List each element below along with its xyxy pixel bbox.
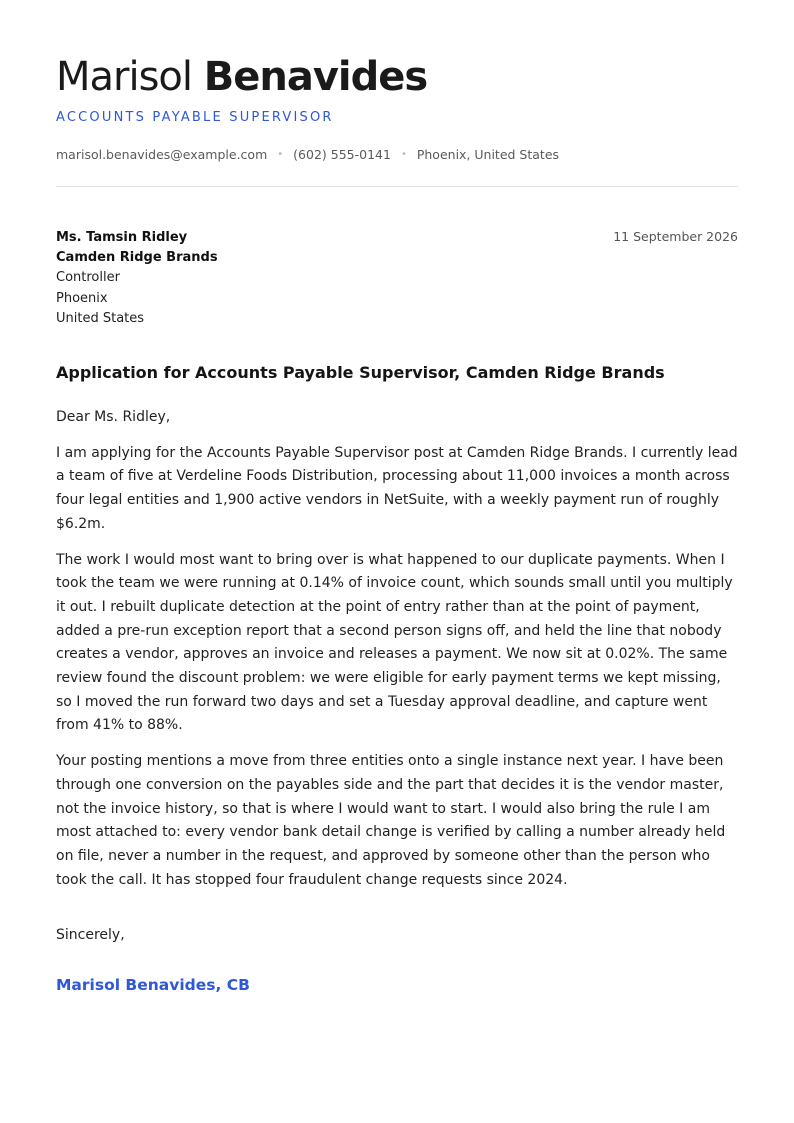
signature: Marisol Benavides, CB (56, 976, 250, 994)
contact-line (56, 146, 559, 164)
letter-body (56, 406, 738, 904)
phone-number: (602) 555-0141 (293, 147, 391, 162)
location: Phoenix, United States (416, 147, 560, 162)
salutation: Dear Ms. Ridley, (56, 409, 171, 425)
closing: Sincerely, (56, 927, 125, 943)
separator-dot: • (400, 149, 407, 160)
recipient-country: United States (56, 310, 145, 326)
letter-date: 11 September 2026 (613, 229, 738, 244)
email-address: marisol.benavides@example.com (56, 147, 268, 162)
header-divider (56, 186, 738, 187)
recipient-company: Camden Ridge Brands (56, 250, 218, 266)
first-name: Marisol (56, 54, 193, 100)
body-paragraph: The work I would most want to bring over is what happened to our duplicate payments. When I took the team we were running at 0.14% of invoice count, which sounds small until you multiply it out. I rebuilt duplicate detection at the point of entry rather than at the point of payment, added a pre-run exception report that a second person signs off, and held the line that nobody creates a vendor, approves an invoice and releases a payment. We now sit at 0.02%. The same review found the discount problem: we were eligible for early payment terms we kept missing, so I moved the run forward two days and set a Tuesday approval deadline, and capture went from 41% to 88%. (56, 551, 733, 734)
recipient-block (56, 228, 218, 329)
body-paragraph: I am applying for the Accounts Payable Supervisor post at Camden Ridge Brands. I currently lead a team of five at Verdeline Foods Distribution, processing about 11,000 invoices a month across four legal entities and 1,900 active vendors in NetSuite, with a weekly payment run of roughly $6.2m. (56, 444, 738, 532)
separator-dot: • (277, 149, 284, 160)
last-name: Benavides (203, 54, 428, 100)
body-paragraph: Your posting mentions a move from three entities onto a single instance next year. I have been through one conversion on the payables side and the part that decides it is the vendor master, not the invoice history, so that is where I would want to start. I would also bring the rule I am most attached to: every vendor bank detail change is verified by calling a number already held on file, never a number in the request, and approved by someone other than the person who took the call. It has stopped four fraudulent change requests since 2024. (56, 753, 726, 888)
recipient-city: Phoenix (56, 290, 108, 306)
applicant-name (56, 52, 427, 102)
recipient-title: Controller (56, 270, 120, 286)
recipient-name: Ms. Tamsin Ridley (56, 230, 188, 245)
job-title: ACCOUNTS PAYABLE SUPERVISOR (56, 110, 334, 125)
letter-subject: Application for Accounts Payable Supervisor, Camden Ridge Brands (56, 363, 665, 382)
